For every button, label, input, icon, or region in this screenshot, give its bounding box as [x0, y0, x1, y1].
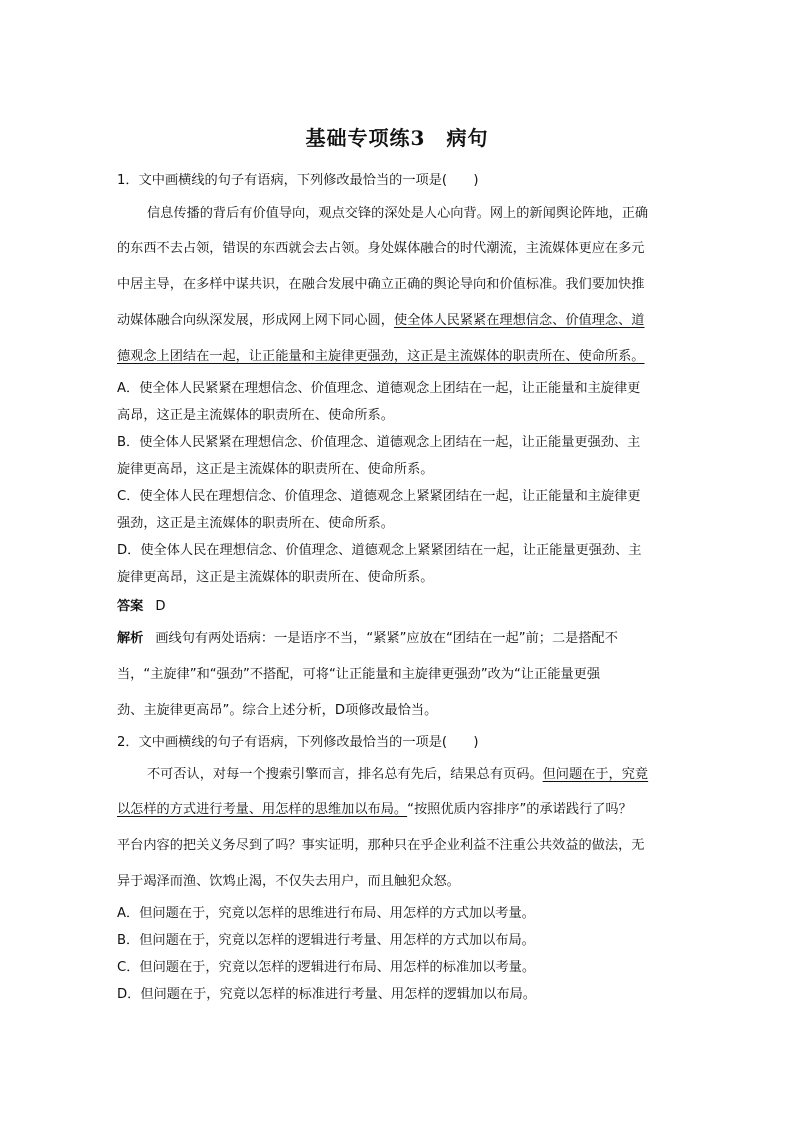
q2-para-line: 不可否认，对每一个搜索引擎而言，排名总有先后，结果总有页码。但问题在于，究竟: [147, 767, 649, 782]
q2-para-line: 以怎样的方式进行考量、用怎样的思维加以布局。“按照优质内容排序”的承诺践行了吗？: [117, 802, 632, 817]
q2-option-a: A．但问题在于，究竟以怎样的思维进行布局、用怎样的方式加以考量。: [117, 906, 535, 921]
q2-stem: 2．文中画横线的句子有语病，下列修改最恰当的一项是( ): [117, 735, 479, 750]
q1-option-d: D．使全体人民在理想信念、价值理念、道德观念上紧紧团结在一起，让正能量更强劲、主: [117, 543, 642, 558]
underlined-sentence: 以怎样的方式进行考量、用怎样的思维加以布局。: [117, 802, 408, 817]
q1-option-d-cont: 旋律更高昂，这正是主流媒体的职责所在、使命所系。: [117, 570, 434, 585]
q1-option-b-cont: 旋律更高昂，这正是主流媒体的职责所在、使命所系。: [117, 462, 434, 477]
underlined-sentence: 使全体人民紧紧在理想信念、价值理念、道: [393, 313, 645, 328]
q2-para-line: 异于竭泽而渔、饮鸩止渴，不仅失去用户，而且触犯众怒。: [117, 874, 460, 889]
q1-para-line: [117, 348, 645, 366]
page-title: 基础专项练3 病句: [305, 126, 489, 150]
q2-option-b: B．但问题在于，究竟以怎样的逻辑进行考量、用怎样的方式加以布局。: [117, 933, 535, 948]
q1-para-line: 动媒体融合向纵深发展，形成网上网下同心圆，使全体人民紧紧在理想信念、价值理念、道: [117, 313, 645, 328]
q2-para-line: 平台内容的把关义务尽到了吗？事实证明，那种只在乎企业利益不注重公共效益的做法，无: [117, 838, 645, 853]
q1-option-a: A．使全体人民紧紧在理想信念、价值理念、道德观念上团结在一起，让正能量和主旋律更: [117, 381, 641, 396]
underlined-sentence: 但问题在于，究竟: [542, 767, 649, 782]
q1-option-c: C．使全体人民在理想信念、价值理念、道德观念上紧紧团结在一起，让正能量和主旋律更: [117, 489, 641, 504]
q1-analysis-line: 当，“主旋律”和“强劲”不搭配，可将“让正能量和主旋律更强劲”改为“让正能量更强: [117, 667, 601, 682]
q1-para-line: 信息传播的背后有价值导向，观点交锋的深处是人心向背。网上的新闻舆论阵地，正确: [147, 206, 649, 221]
q1-option-c-cont: 强劲，这正是主流媒体的职责所在、使命所系。: [117, 516, 394, 531]
q1-option-a-cont: 高昂，这正是主流媒体的职责所在、使命所系。: [117, 408, 394, 423]
q1-para-line: 中居主导，在多样中谋共识，在融合发展中确立正确的舆论导向和价值标准。我们要加快推: [117, 277, 645, 292]
q1-option-b: B．使全体人民紧紧在理想信念、价值理念、道德观念上团结在一起，让正能量更强劲、主: [117, 435, 641, 450]
q1-para-line: 的东西不去占领，错误的东西就会去占领。身处媒体融合的时代潮流，主流媒体更应在多元: [117, 241, 645, 256]
answer-value: D: [155, 599, 166, 614]
q2-option-d: D．但问题在于，究竟以怎样的标准进行考量、用怎样的逻辑加以布局。: [117, 987, 536, 1002]
q1-stem: 1．文中画横线的句子有语病，下列修改最恰当的一项是( ): [117, 173, 479, 188]
q1-analysis-line: 解析 画线句有两处语病：一是语序不当，“紧紧”应放在“团结在一起”前；二是搭配不: [117, 631, 618, 646]
q2-option-c: C．但问题在于，究竟以怎样的逻辑进行布局、用怎样的标准加以考量。: [117, 960, 536, 975]
underlined-sentence: 德观念上团结在一起，让正能量和主旋律更强劲，这正是主流媒体的职责所在、使命所系。: [117, 349, 645, 364]
q1-analysis-line: 劲、主旋律更高昂”。综合上述分析，D项修改最恰当。: [117, 703, 438, 718]
analysis-label: 解析: [117, 631, 144, 646]
q1-answer: [117, 598, 166, 616]
answer-label: 答案: [117, 599, 144, 614]
